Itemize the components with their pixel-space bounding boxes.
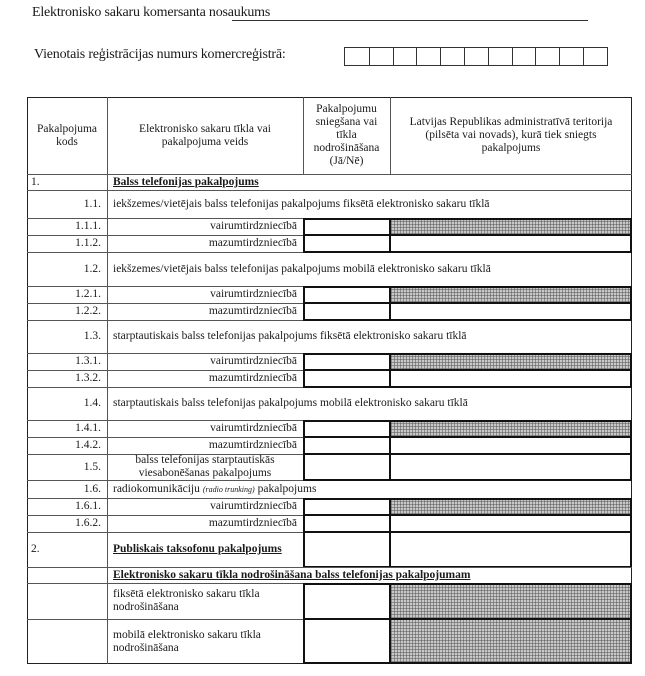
- registration-number-boxes: [344, 47, 608, 66]
- row-code: 1.4.: [83, 397, 101, 409]
- row-code: 1.5.: [83, 460, 101, 473]
- provision-input[interactable]: [303, 531, 391, 568]
- row-code: 1.2.2.: [75, 305, 101, 317]
- row-code: 1.1.: [83, 197, 101, 210]
- registration-digit-box[interactable]: [440, 48, 464, 65]
- row-code: 1.4.2.: [75, 439, 101, 451]
- row-code: 1.3.: [83, 330, 101, 342]
- row-label: balss telefonijas starptautiskās viesabonēšanas pakalpojums: [135, 454, 275, 479]
- row-label: mazumtirdzniecībā: [208, 439, 297, 451]
- registration-digit-box[interactable]: [559, 48, 583, 65]
- section-title: Balss telefonijas pakalpojums: [113, 175, 259, 188]
- registration-digit-box[interactable]: [369, 48, 393, 65]
- company-name-label: Elektronisko sakaru komersanta nosaukums: [32, 5, 271, 20]
- company-name-field[interactable]: [232, 20, 588, 21]
- row-code: 2.: [31, 543, 40, 555]
- section-title: Elektronisko sakaru tīkla nodrošināšana balss telefonijas pakalpojumam: [113, 568, 471, 581]
- registration-number-label: Vienotais reģistrācijas numurs komercreģistrā:: [34, 47, 286, 62]
- registration-digit-box[interactable]: [488, 48, 512, 65]
- column-header-territory: Latvijas Republikas administratīvā teritorija (pilsēta vai novads), kurā tiek sniegts pakalpojums: [409, 116, 613, 154]
- services-table: [27, 97, 632, 664]
- territory-input[interactable]: [389, 531, 632, 568]
- territory-shaded-cell: [389, 583, 632, 620]
- column-header-type: Elektronisko sakaru tīkla vai pakalpojuma veids: [139, 122, 271, 148]
- registration-digit-box[interactable]: [535, 48, 559, 65]
- row-code: 1.2.1.: [75, 288, 101, 300]
- territory-input[interactable]: [389, 369, 632, 388]
- section-title: Publiskais taksofonu pakalpojums: [113, 543, 282, 555]
- row-code: 1.6.: [83, 482, 101, 495]
- row-code: 1.3.2.: [75, 372, 101, 384]
- provision-input[interactable]: [303, 453, 391, 481]
- registration-digit-box[interactable]: [512, 48, 536, 65]
- row-code: 1.4.1.: [75, 422, 101, 434]
- row-label: mobilā elektronisko sakaru tīkla nodrošināšana: [113, 628, 261, 654]
- column-header-code: Pakalpojuma kods: [36, 122, 98, 148]
- territory-input[interactable]: [389, 302, 632, 321]
- row-code: 1.2.: [83, 262, 101, 275]
- subsection-title: iekšzemes/vietējais balss telefonijas pakalpojums fiksētā elektronisko sakaru tīklā: [113, 197, 490, 210]
- row-code: 1.: [31, 175, 40, 188]
- row-label: vairumtirdzniecībā: [210, 500, 297, 512]
- registration-digit-box[interactable]: [464, 48, 488, 65]
- row-label: mazumtirdzniecībā: [208, 305, 297, 317]
- row-label: vairumtirdzniecībā: [210, 288, 297, 300]
- row-code: 1.1.2.: [75, 237, 101, 249]
- subsection-title: iekšzemes/vietējais balss telefonijas pakalpojums mobilā elektronisko sakaru tīklā: [113, 262, 491, 275]
- provision-input[interactable]: [303, 369, 391, 388]
- subsection-title: starptautiskais balss telefonijas pakalpojums mobilā elektronisko sakaru tīklā: [113, 397, 468, 409]
- row-label: mazumtirdzniecībā: [208, 372, 297, 384]
- territory-shaded-cell: [389, 618, 632, 664]
- row-label: mazumtirdzniecībā: [208, 517, 297, 529]
- subsection-title-note: (radio trunking): [202, 484, 255, 494]
- subsection-title: starptautiskais balss telefonijas pakalpojums fiksētā elektronisko sakaru tīklā: [113, 330, 467, 342]
- column-header-provision: Pakalpojumu sniegšana vai tīkla nodrošināšana (Jā/Nē): [313, 103, 380, 167]
- registration-digit-box[interactable]: [345, 48, 369, 65]
- row-code: 1.6.1.: [75, 500, 101, 512]
- registration-digit-box[interactable]: [583, 48, 607, 65]
- registration-digit-box[interactable]: [416, 48, 440, 65]
- subsection-title-main: radiokomunikāciju: [113, 482, 200, 495]
- row-code: 1.3.1.: [75, 355, 101, 367]
- subsection-title-end: pakalpojums: [257, 482, 317, 495]
- registration-digit-box[interactable]: [393, 48, 417, 65]
- territory-input[interactable]: [389, 234, 632, 253]
- row-label: vairumtirdzniecībā: [210, 220, 297, 232]
- provision-input[interactable]: [303, 583, 391, 620]
- row-code: 1.6.2.: [75, 517, 101, 529]
- territory-input[interactable]: [389, 453, 632, 481]
- provision-input[interactable]: [303, 302, 391, 321]
- subsection-title: [107, 480, 632, 498]
- row-label: mazumtirdzniecībā: [208, 237, 297, 249]
- provision-input[interactable]: [303, 618, 391, 664]
- provision-input[interactable]: [303, 234, 391, 253]
- row-label: vairumtirdzniecībā: [210, 355, 297, 367]
- row-label: vairumtirdzniecībā: [210, 422, 297, 434]
- row-code: 1.1.1.: [75, 220, 101, 232]
- row-label: fiksētā elektronisko sakaru tīkla nodrošināšana: [113, 588, 260, 613]
